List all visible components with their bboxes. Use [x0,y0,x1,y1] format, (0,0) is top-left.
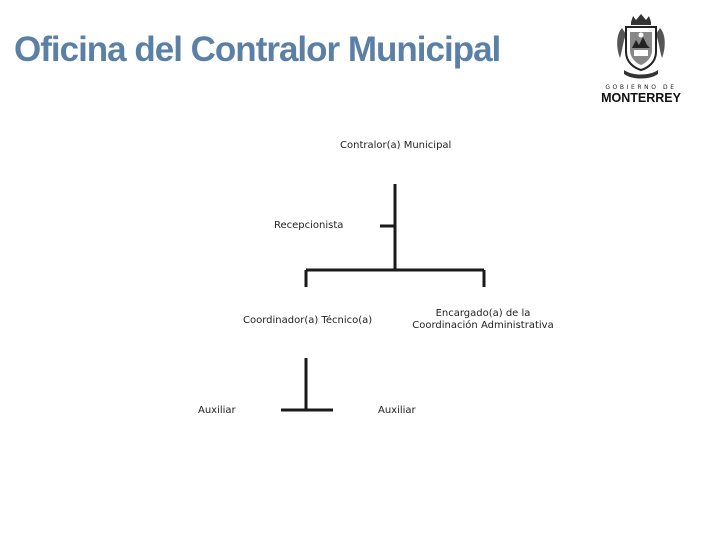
node-encargado-line1: Encargado(a) de la [435,308,531,319]
logo-text-monterrey: MONTERREY [601,91,681,105]
node-recepcionista: Recepcionista [274,220,344,231]
node-encargado-administrativa [410,308,556,332]
node-coordinador-tecnico: Coordinador(a) Técnico(a) [243,315,373,326]
logo-text-gobierno: GOBIERNO DE [605,84,677,91]
page-title: Oficina del Contralor Municipal [14,30,501,69]
node-contralor: Contralor(a) Municipal [340,140,452,151]
node-auxiliar-left: Auxiliar [198,405,236,416]
node-auxiliar-right: Auxiliar [378,405,416,416]
node-encargado-line2: Coordinación Administrativa [412,320,554,331]
